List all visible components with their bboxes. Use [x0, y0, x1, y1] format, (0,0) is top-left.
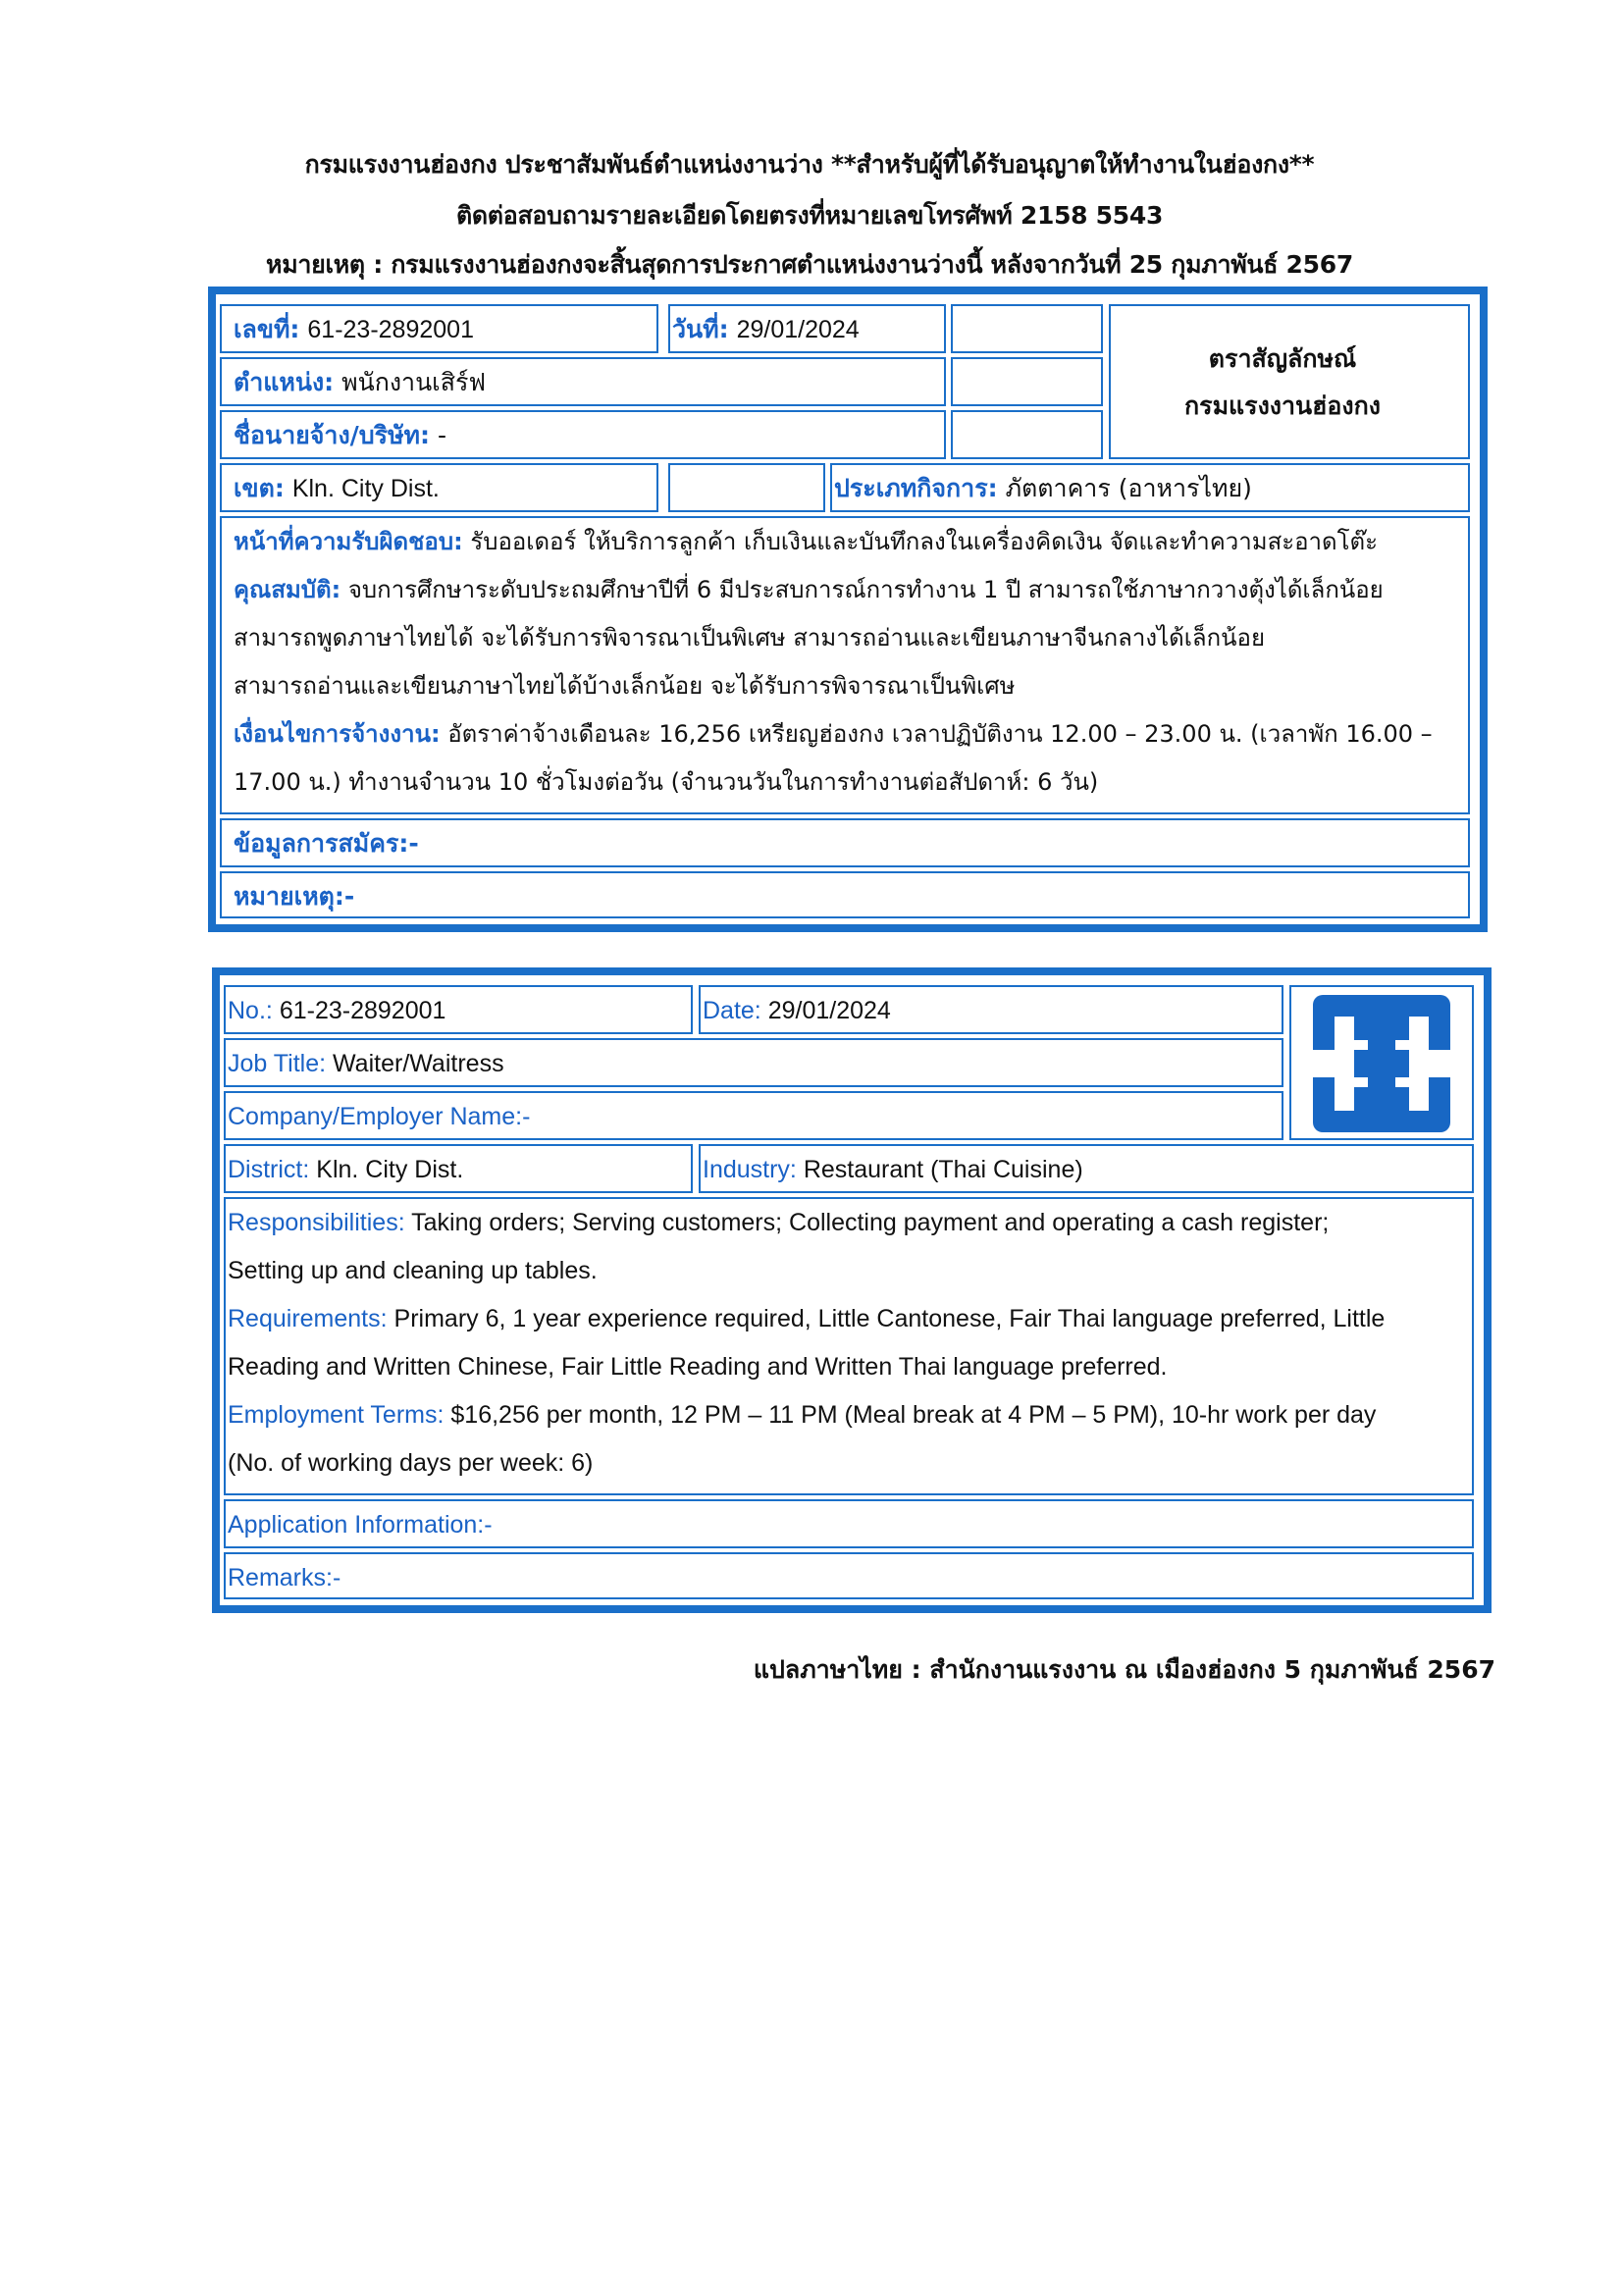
thai-req-line-2: สามารถพูดภาษาไทยได้ จะได้รับการพิจารณาเป็นพิเศษ สามารถอ่านและเขียนภาษาจีนกลางได้เล็กน้อย	[234, 624, 1266, 652]
translation-credit: แปลภาษาไทย : สำนักงานแรงงาน ณ เมืองฮ่องกง 5 กุมภาพันธ์ 2567	[753, 1655, 1495, 1684]
en-title-cell	[224, 1038, 1283, 1087]
thai-blank-cell-4	[668, 463, 825, 512]
en-date-label: Date:	[703, 997, 761, 1024]
en-resp-label: Responsibilities:	[228, 1209, 405, 1236]
thai-date-cell	[668, 304, 946, 353]
thai-position-label: ตำแหน่ง:	[234, 368, 335, 396]
thai-industry-cell	[830, 463, 1470, 512]
en-req-label: Requirements:	[228, 1305, 388, 1332]
thai-blank-cell-1	[951, 304, 1103, 353]
en-number-value: 61-23-2892001	[279, 997, 446, 1024]
en-industry-cell	[699, 1144, 1474, 1193]
thai-vacancy-card	[208, 287, 1488, 932]
thai-terms-line-2: 17.00 น.) ทำงานจำนวน 10 ชั่วโมงต่อวัน (จำนวนวันในการทำงานต่อสัปดาห์: 6 วัน)	[234, 768, 1099, 796]
en-industry-value: Restaurant (Thai Cuisine)	[803, 1156, 1083, 1183]
en-details-block	[224, 1197, 1474, 1495]
header-line-2: ติดต่อสอบถามรายละเอียดโดยตรงที่หมายเลขโทรศัพท์ 2158 5543	[455, 201, 1164, 230]
thai-remarks-cell	[220, 871, 1470, 918]
header-line-3: หมายเหตุ : กรมแรงงานฮ่องกงจะสิ้นสุดการประกาศตำแหน่งงานว่างนี้ หลังจากวันที่ 25 กุมภาพันธ์ 2567	[266, 250, 1353, 279]
labour-department-logo-icon	[1313, 995, 1450, 1132]
thai-seal-line-2: กรมแรงงานฮ่องกง	[1184, 391, 1381, 420]
thai-position-cell	[220, 357, 946, 406]
thai-date-value: 29/01/2024	[736, 316, 860, 343]
en-req-line-1: Primary 6, 1 year experience required, Little Cantonese, Fair Thai language preferred, Little	[393, 1305, 1386, 1332]
thai-number-cell	[220, 304, 658, 353]
thai-req-label: คุณสมบัติ:	[234, 576, 341, 603]
en-date-cell	[699, 985, 1283, 1034]
en-date-value: 29/01/2024	[767, 997, 891, 1024]
en-number-cell	[224, 985, 693, 1034]
en-number-label: No.:	[228, 997, 273, 1024]
en-industry-label: Industry:	[703, 1156, 797, 1183]
thai-position-value: พนักงานเสิร์ฟ	[341, 368, 487, 396]
thai-industry-label: ประเภทกิจการ:	[834, 474, 998, 502]
english-vacancy-card	[212, 967, 1492, 1613]
en-district-value: Kln. City Dist.	[316, 1156, 464, 1183]
thai-employer-cell	[220, 410, 946, 459]
thai-resp-label: หน้าที่ความรับผิดชอบ:	[234, 528, 463, 555]
thai-terms-label: เงื่อนไขการจ้างงาน:	[234, 720, 441, 748]
thai-district-label: เขต:	[234, 474, 285, 502]
thai-resp-value: รับออเดอร์ ให้บริการลูกค้า เก็บเงินและบันทึกลงในเครื่องคิดเงิน จัดและทำความสะอาดโต๊ะ	[470, 528, 1378, 555]
thai-employer-label: ชื่อนายจ้าง/บริษัท:	[234, 421, 431, 449]
thai-number-value: 61-23-2892001	[307, 316, 474, 343]
en-terms-line-1: $16,256 per month, 12 PM – 11 PM (Meal break at 4 PM – 5 PM), 10-hr work per day	[450, 1401, 1377, 1429]
thai-req-line-1: จบการศึกษาระดับประถมศึกษาปีที่ 6 มีประสบการณ์การทำงาน 1 ปี สามารถใช้ภาษากวางตุ้งได้เล็กน้อย	[347, 576, 1384, 603]
thai-seal-line-1: ตราสัญลักษณ์	[1208, 344, 1357, 373]
en-title-value: Waiter/Waitress	[333, 1050, 504, 1077]
en-remarks-cell	[224, 1552, 1474, 1599]
en-title-label: Job Title:	[228, 1050, 327, 1077]
thai-blank-cell-3	[951, 410, 1103, 459]
thai-req-line-3: สามารถอ่านและเขียนภาษาไทยได้บ้างเล็กน้อย จะได้รับการพิจารณาเป็นพิเศษ	[234, 672, 1016, 700]
en-district-cell	[224, 1144, 693, 1193]
en-resp-line-1: Taking orders; Serving customers; Collecting payment and operating a cash register;	[411, 1209, 1330, 1236]
thai-apply-label: ข้อมูลการสมัคร:-	[234, 829, 419, 858]
en-terms-line-2: (No. of working days per week: 6)	[228, 1449, 594, 1477]
thai-terms-line-1: อัตราค่าจ้างเดือนละ 16,256 เหรียญฮ่องกง เวลาปฏิบัติงาน 12.00 – 23.00 น. (เวลาพัก 16.00 –	[447, 720, 1433, 748]
thai-apply-cell	[220, 818, 1470, 867]
thai-remarks-label: หมายเหตุ:-	[234, 882, 355, 911]
thai-blank-cell-2	[951, 357, 1103, 406]
en-company-label: Company/Employer Name:-	[228, 1103, 531, 1130]
en-remarks-label: Remarks:-	[228, 1564, 341, 1592]
thai-industry-value: ภัตตาคาร (อาหารไทย)	[1005, 474, 1252, 502]
thai-district-cell	[220, 463, 658, 512]
en-apply-cell	[224, 1499, 1474, 1548]
thai-seal-cell	[1109, 304, 1470, 459]
thai-details-block	[220, 516, 1470, 814]
en-logo-cell	[1289, 985, 1474, 1140]
en-apply-label: Application Information:-	[228, 1511, 493, 1539]
thai-number-label: เลขที่:	[234, 315, 300, 343]
en-resp-line-2: Setting up and cleaning up tables.	[228, 1257, 598, 1284]
header-line-1: กรมแรงงานฮ่องกง ประชาสัมพันธ์ตำแหน่งงานว่าง **สำหรับผู้ที่ได้รับอนุญาตให้ทำงานในฮ่องกง**	[304, 150, 1315, 179]
thai-employer-value: -	[438, 421, 447, 449]
en-district-label: District:	[228, 1156, 310, 1183]
thai-date-label: วันที่:	[672, 315, 729, 343]
en-company-cell	[224, 1091, 1283, 1140]
en-terms-label: Employment Terms:	[228, 1401, 445, 1429]
thai-district-value: Kln. City Dist.	[291, 475, 440, 502]
en-req-line-2: Reading and Written Chinese, Fair Little Reading and Written Thai language preferred.	[228, 1353, 1168, 1381]
